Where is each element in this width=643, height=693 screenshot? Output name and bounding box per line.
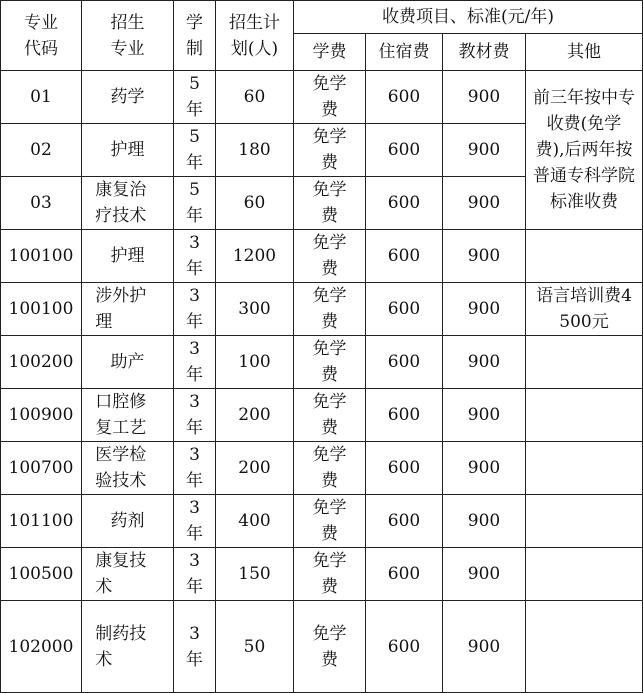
cell-materials: 900	[443, 442, 526, 495]
cell-duration: 3年	[174, 601, 216, 693]
cell-code: 03	[1, 177, 82, 230]
header-fees-group: 收费项目、标准(元/年)	[294, 1, 643, 34]
table-row	[1, 336, 643, 389]
cell-duration: 3年	[174, 389, 216, 442]
cell-tuition: 免学费	[294, 230, 366, 283]
cell-tuition: 免学费	[294, 336, 366, 389]
cell-materials: 900	[443, 71, 526, 124]
cell-lodging: 600	[366, 336, 443, 389]
cell-major: 助产	[82, 336, 174, 389]
cell-plan: 300	[216, 283, 294, 336]
header-code: 专业代码	[1, 1, 82, 71]
cell-lodging: 600	[366, 601, 443, 693]
cell-plan: 200	[216, 442, 294, 495]
cell-lodging: 600	[366, 177, 443, 230]
cell-materials: 900	[443, 336, 526, 389]
cell-major: 康复技术	[82, 548, 174, 601]
cell-tuition: 免学费	[294, 177, 366, 230]
cell-code: 100100	[1, 230, 82, 283]
cell-lodging: 600	[366, 71, 443, 124]
cell-duration: 5年	[174, 124, 216, 177]
cell-major: 医学检验技术	[82, 442, 174, 495]
cell-lodging: 600	[366, 495, 443, 548]
cell-plan: 50	[216, 601, 294, 693]
cell-major: 涉外护理	[82, 283, 174, 336]
cell-materials: 900	[443, 283, 526, 336]
cell-other-five-year: 前三年按中专收费(免学费),后两年按普通专科学院标准收费	[526, 71, 643, 230]
cell-materials: 900	[443, 389, 526, 442]
cell-code: 102000	[1, 601, 82, 693]
cell-major: 康复治疗技术	[82, 177, 174, 230]
cell-major: 口腔修复工艺	[82, 389, 174, 442]
table-row	[1, 495, 643, 548]
cell-tuition: 免学费	[294, 548, 366, 601]
header-major: 招生专业	[82, 1, 174, 71]
header-plan: 招生计划(人)	[216, 1, 294, 71]
cell-duration: 3年	[174, 548, 216, 601]
cell-code: 100100	[1, 283, 82, 336]
cell-other	[526, 548, 643, 601]
cell-tuition: 免学费	[294, 442, 366, 495]
cell-code: 01	[1, 71, 82, 124]
table-row	[1, 601, 643, 693]
cell-lodging: 600	[366, 230, 443, 283]
cell-other	[526, 230, 643, 283]
cell-tuition: 免学费	[294, 124, 366, 177]
cell-plan: 1200	[216, 230, 294, 283]
cell-major: 药学	[82, 71, 174, 124]
cell-duration: 3年	[174, 442, 216, 495]
cell-plan: 180	[216, 124, 294, 177]
cell-duration: 3年	[174, 230, 216, 283]
cell-plan: 400	[216, 495, 294, 548]
cell-code: 100900	[1, 389, 82, 442]
cell-duration: 3年	[174, 495, 216, 548]
cell-plan: 200	[216, 389, 294, 442]
table-row	[1, 283, 643, 336]
cell-plan: 150	[216, 548, 294, 601]
cell-other	[526, 601, 643, 693]
cell-major: 护理	[82, 124, 174, 177]
table-row	[1, 71, 643, 124]
cell-tuition: 免学费	[294, 495, 366, 548]
cell-major: 制药技术	[82, 601, 174, 693]
cell-other-foreign-nursing: 语言培训费4500元	[526, 283, 643, 336]
cell-other	[526, 336, 643, 389]
cell-lodging: 600	[366, 389, 443, 442]
cell-lodging: 600	[366, 124, 443, 177]
cell-code: 100500	[1, 548, 82, 601]
header-lodging: 住宿费	[366, 34, 443, 71]
cell-materials: 900	[443, 601, 526, 693]
cell-duration: 3年	[174, 283, 216, 336]
cell-tuition: 免学费	[294, 283, 366, 336]
table-row	[1, 389, 643, 442]
cell-duration: 5年	[174, 71, 216, 124]
cell-tuition: 免学费	[294, 389, 366, 442]
cell-major: 药剂	[82, 495, 174, 548]
cell-materials: 900	[443, 177, 526, 230]
table-row	[1, 548, 643, 601]
cell-lodging: 600	[366, 283, 443, 336]
header-tuition: 学费	[294, 34, 366, 71]
cell-other	[526, 389, 643, 442]
cell-materials: 900	[443, 124, 526, 177]
cell-plan: 100	[216, 336, 294, 389]
header-other: 其他	[526, 34, 643, 71]
cell-tuition: 免学费	[294, 601, 366, 693]
cell-major: 护理	[82, 230, 174, 283]
cell-code: 101100	[1, 495, 82, 548]
cell-other	[526, 495, 643, 548]
cell-lodging: 600	[366, 548, 443, 601]
cell-duration: 5年	[174, 177, 216, 230]
cell-code: 100200	[1, 336, 82, 389]
cell-plan: 60	[216, 71, 294, 124]
cell-other	[526, 442, 643, 495]
table-row	[1, 442, 643, 495]
cell-materials: 900	[443, 548, 526, 601]
cell-materials: 900	[443, 230, 526, 283]
cell-duration: 3年	[174, 336, 216, 389]
header-materials: 教材费	[443, 34, 526, 71]
cell-code: 100700	[1, 442, 82, 495]
cell-lodging: 600	[366, 442, 443, 495]
cell-tuition: 免学费	[294, 71, 366, 124]
cell-code: 02	[1, 124, 82, 177]
cell-materials: 900	[443, 495, 526, 548]
header-duration: 学制	[174, 1, 216, 71]
cell-plan: 60	[216, 177, 294, 230]
table-row	[1, 230, 643, 283]
